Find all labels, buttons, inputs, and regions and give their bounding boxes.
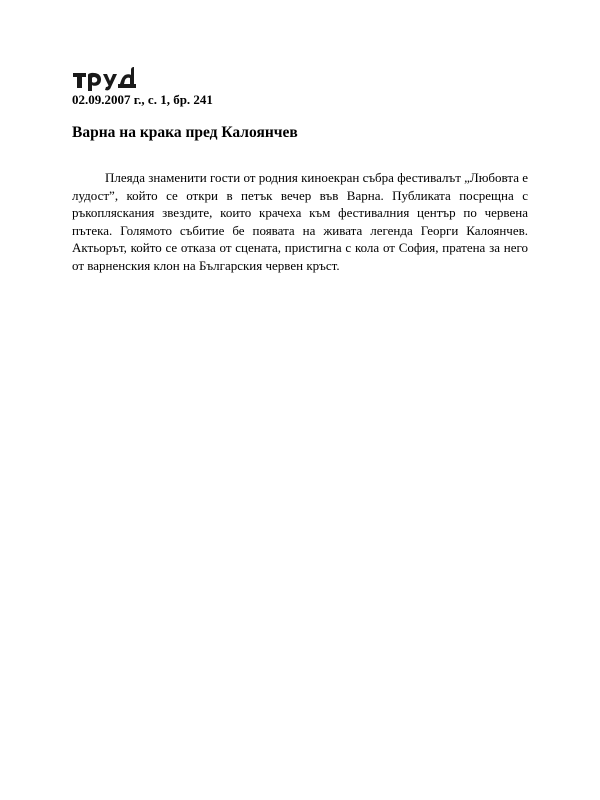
article-body: Плеяда знаменити гости от родния киноекран събра фестивалът „Любовта е лудост”, който се откри в петък вечер във Варна. Публиката посрещна с ръкопляскания звездите, които крачеха към фестивалния център по червена пътека. Голямото събитие бе появата на живата легенда Георги Калоянчев. Актьорът, който се отказа от сцената, пристигна с кола от София, пратена за него от варненския клон на Българския червен кръст. xyxy=(72,170,528,273)
newspaper-logo xyxy=(72,66,140,92)
publication-info: 02.09.2007 г., с. 1, бр. 241 xyxy=(72,92,213,107)
article-title: Варна на крака пред Калоянчев xyxy=(72,124,298,141)
trud-logo-icon xyxy=(72,66,140,92)
